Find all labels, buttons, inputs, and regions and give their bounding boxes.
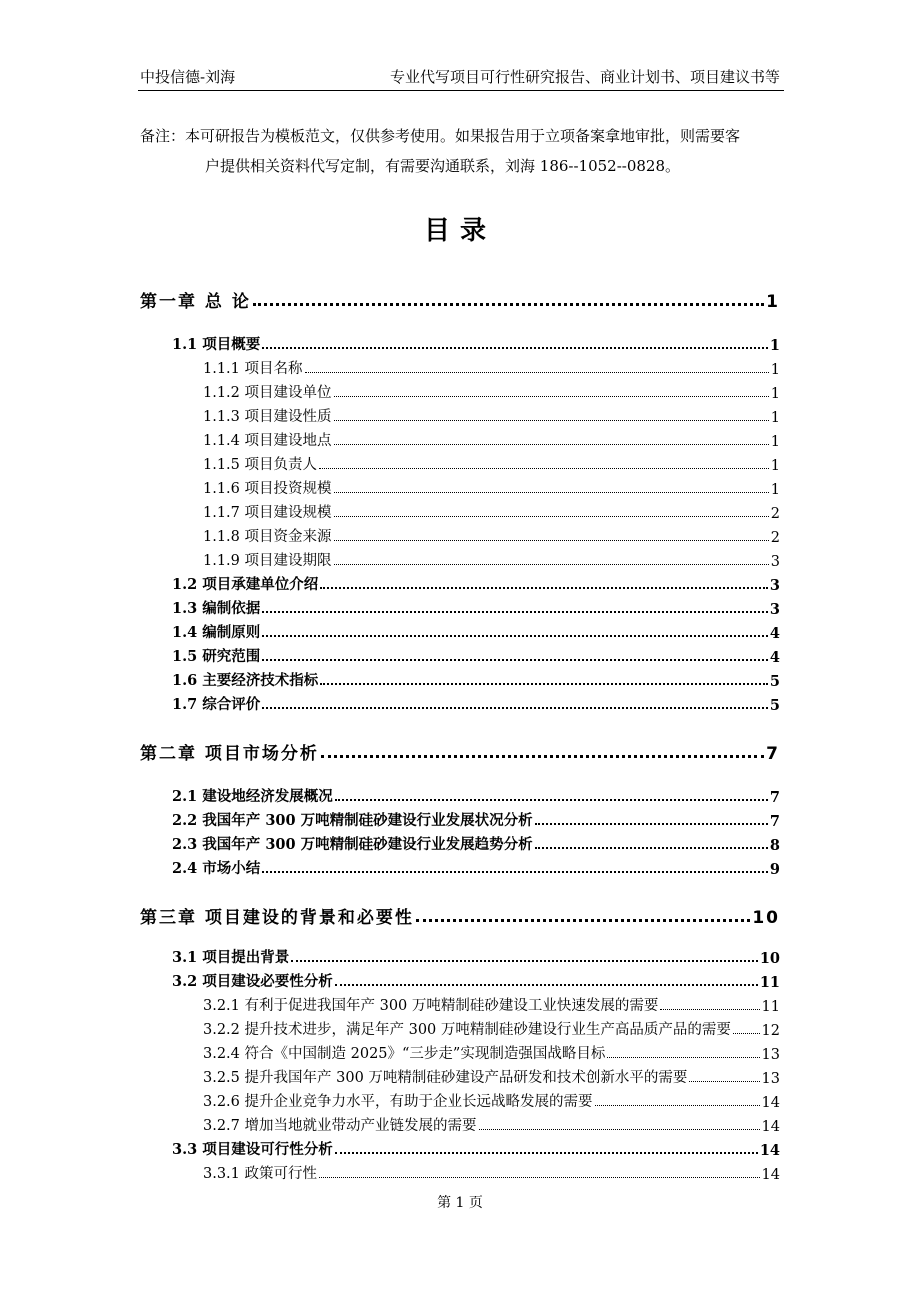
dot-leader [291, 960, 758, 962]
dot-leader [689, 1081, 759, 1082]
toc-subsection[interactable] [203, 1161, 780, 1183]
header-tagline: 专业代写项目可行性研究报告、商业计划书、项目建议书等 [389, 68, 780, 86]
toc-page-number: 4 [769, 625, 780, 642]
dot-leader [479, 1129, 760, 1130]
toc-entry-title: 1.1.8 项目资金来源 [203, 529, 332, 545]
toc-page-number: 1 [770, 458, 780, 474]
toc-entry-title: 3.2.6 提升企业竞争力水平，有助于企业长远战略发展的需要 [203, 1094, 593, 1110]
toc-page-number: 2 [770, 506, 780, 522]
toc-entry-title: 2.2 我国年产 300 万吨精制硅砂建设行业发展状况分析 [172, 812, 533, 829]
toc-entry-title: 1.6 主要经济技术指标 [172, 672, 319, 689]
toc-subsection[interactable] [203, 404, 780, 426]
toc-section[interactable] [172, 332, 780, 354]
toc-entry-title: 2.3 我国年产 300 万吨精制硅砂建设行业发展趋势分析 [172, 836, 533, 853]
toc-page-number: 3 [769, 601, 780, 618]
toc-entry-title: 1.7 综合评价 [172, 696, 261, 713]
toc-subsection[interactable] [203, 428, 780, 450]
toc-entry-title: 1.1.4 项目建设地点 [203, 433, 332, 449]
dot-leader [319, 1177, 760, 1178]
toc-page-number: 1 [769, 337, 780, 354]
toc-page-number: 2 [770, 530, 780, 546]
toc-entry-title: 3.2.2 提升技术进步，满足年产 300 万吨精制硅砂建设行业生产高品质产品的需要 [203, 1022, 731, 1038]
toc-page-number: 9 [769, 861, 780, 878]
toc-section[interactable] [172, 620, 780, 642]
toc-page-number: 7 [769, 789, 780, 806]
toc-entry-title: 1.1.6 项目投资规模 [203, 481, 332, 497]
toc-entry-title: 2.1 建设地经济发展概况 [172, 788, 333, 805]
page-number: 第 1 页 [437, 1195, 483, 1211]
toc-page-number: 1 [766, 292, 780, 312]
toc-page-number: 5 [769, 697, 780, 714]
dot-leader [535, 823, 768, 825]
toc-entry-title: 3.2.5 提升我国年产 300 万吨精制硅砂建设产品研发和技术创新水平的需要 [203, 1070, 688, 1086]
toc-page-number: 1 [770, 482, 780, 498]
toc-page-number: 3 [770, 554, 780, 570]
toc-page-number: 13 [761, 1047, 780, 1063]
header-author: 中投信德-刘海 [140, 68, 236, 86]
toc-section[interactable] [172, 969, 780, 991]
dot-leader [660, 1009, 759, 1010]
toc-section[interactable] [172, 668, 780, 690]
toc-entry-title: 1.5 研究范围 [172, 648, 261, 665]
toc-page-number: 14 [759, 1142, 780, 1159]
toc-subsection[interactable] [203, 380, 780, 402]
toc-page-number: 3 [769, 577, 780, 594]
toc-subsection[interactable] [203, 1065, 780, 1087]
toc-page-number: 11 [759, 974, 780, 991]
dot-leader [320, 587, 768, 589]
toc-subsection[interactable] [203, 1041, 780, 1063]
toc-subsection[interactable] [203, 452, 780, 474]
dot-leader [335, 984, 758, 986]
toc-page-number: 7 [769, 813, 780, 830]
toc-entry-title: 第三章 项目建设的背景和必要性 [140, 908, 414, 928]
dot-leader [416, 919, 750, 922]
note-line-1: 备注：本可研报告为模板范文，仅供参考使用。如果报告用于立项备案拿地审批，则需要客 [140, 127, 741, 145]
dot-leader [595, 1105, 760, 1106]
toc-section[interactable] [172, 572, 780, 594]
toc-page-number: 12 [761, 1023, 780, 1039]
toc-page-number: 5 [769, 673, 780, 690]
toc-section[interactable] [172, 1137, 780, 1159]
toc-subsection[interactable] [203, 524, 780, 546]
dot-leader [334, 396, 769, 397]
toc-entry-title: 1.1.2 项目建设单位 [203, 385, 332, 401]
toc-entry-title: 1.4 编制原则 [172, 624, 261, 641]
toc-entry-title: 3.2.4 符合《中国制造 2025》“三步走”实现制造强国战略目标 [203, 1046, 606, 1062]
toc-entry-title: 3.2 项目建设必要性分析 [172, 973, 333, 990]
toc-section[interactable] [172, 596, 780, 618]
toc-subsection[interactable] [203, 548, 780, 570]
toc-entry-title: 第一章 总 论 [140, 292, 251, 312]
toc-page-number: 1 [770, 386, 780, 402]
dot-leader [535, 847, 768, 849]
dot-leader [253, 303, 764, 306]
dot-leader [262, 707, 768, 709]
toc-page-number: 14 [761, 1095, 780, 1111]
dot-leader [607, 1057, 759, 1058]
toc-entry-title: 3.2.1 有利于促进我国年产 300 万吨精制硅砂建设工业快速发展的需要 [203, 998, 659, 1014]
toc-page-number: 7 [766, 744, 780, 764]
dot-leader [319, 468, 769, 469]
page-header [138, 62, 784, 91]
toc-chapter[interactable] [140, 286, 780, 312]
toc-page-number: 8 [769, 837, 780, 854]
toc-entry-title: 1.1.1 项目名称 [203, 361, 303, 377]
toc-page-number: 13 [761, 1071, 780, 1087]
toc-section[interactable] [172, 784, 780, 806]
toc-title: 目录 [423, 216, 496, 246]
dot-leader [262, 611, 768, 613]
toc-page-number: 10 [759, 950, 780, 967]
toc-entry-title: 第二章 项目市场分析 [140, 744, 319, 764]
dot-leader [334, 420, 769, 421]
toc-entry-title: 3.1 项目提出背景 [172, 949, 290, 966]
dot-leader [335, 799, 768, 801]
toc-entry-title: 3.3 项目建设可行性分析 [172, 1141, 333, 1158]
toc-page-number: 14 [761, 1167, 780, 1183]
dot-leader [334, 444, 769, 445]
toc-subsection[interactable] [203, 1017, 780, 1039]
toc-entry-title: 3.2.7 增加当地就业带动产业链发展的需要 [203, 1118, 477, 1134]
disclaimer-note [140, 121, 790, 181]
toc-section[interactable] [172, 692, 780, 714]
toc-subsection[interactable] [203, 993, 780, 1015]
toc-entry-title: 1.3 编制依据 [172, 600, 261, 617]
dot-leader [321, 755, 764, 758]
dot-leader [320, 683, 768, 685]
toc-chapter[interactable] [140, 902, 780, 928]
toc-entry-title: 1.1.9 项目建设期限 [203, 553, 332, 569]
toc-subsection[interactable] [203, 356, 780, 378]
dot-leader [305, 372, 769, 373]
toc-page-number: 10 [752, 908, 780, 928]
dot-leader [262, 871, 768, 873]
toc-section[interactable] [172, 945, 780, 967]
toc-section[interactable] [172, 832, 780, 854]
toc-subsection[interactable] [203, 476, 780, 498]
toc-section[interactable] [172, 808, 780, 830]
toc-page-number: 1 [770, 434, 780, 450]
toc-subsection[interactable] [203, 1089, 780, 1111]
dot-leader [334, 564, 769, 565]
toc-entry-title: 3.3.1 政策可行性 [203, 1166, 318, 1182]
toc-entry-title: 1.1.7 项目建设规模 [203, 505, 332, 521]
toc-page-number: 14 [761, 1119, 780, 1135]
toc-entry-title: 1.1 项目概要 [172, 336, 261, 353]
toc-page-number: 4 [769, 649, 780, 666]
toc-page-number: 1 [770, 410, 780, 426]
dot-leader [334, 516, 769, 517]
dot-leader [262, 347, 768, 349]
toc-page-number: 1 [770, 362, 780, 378]
toc-entry-title: 1.1.3 项目建设性质 [203, 409, 332, 425]
dot-leader [335, 1152, 758, 1154]
dot-leader [262, 635, 768, 637]
toc-entry-title: 2.4 市场小结 [172, 860, 261, 877]
toc-entry-title: 1.1.5 项目负责人 [203, 457, 318, 473]
dot-leader [334, 540, 769, 541]
dot-leader [334, 492, 769, 493]
toc-entry-title: 1.2 项目承建单位介绍 [172, 576, 319, 593]
toc-page-number: 11 [761, 999, 780, 1015]
toc-subsection[interactable] [203, 1113, 780, 1135]
note-line-2: 户提供相关资料代写定制，有需要沟通联系，刘海 186--1052--0828。 [205, 157, 681, 175]
toc-section[interactable] [172, 856, 780, 878]
dot-leader [262, 659, 768, 661]
dot-leader [733, 1033, 760, 1034]
toc-section[interactable] [172, 644, 780, 666]
toc-chapter[interactable] [140, 738, 780, 764]
toc-subsection[interactable] [203, 500, 780, 522]
